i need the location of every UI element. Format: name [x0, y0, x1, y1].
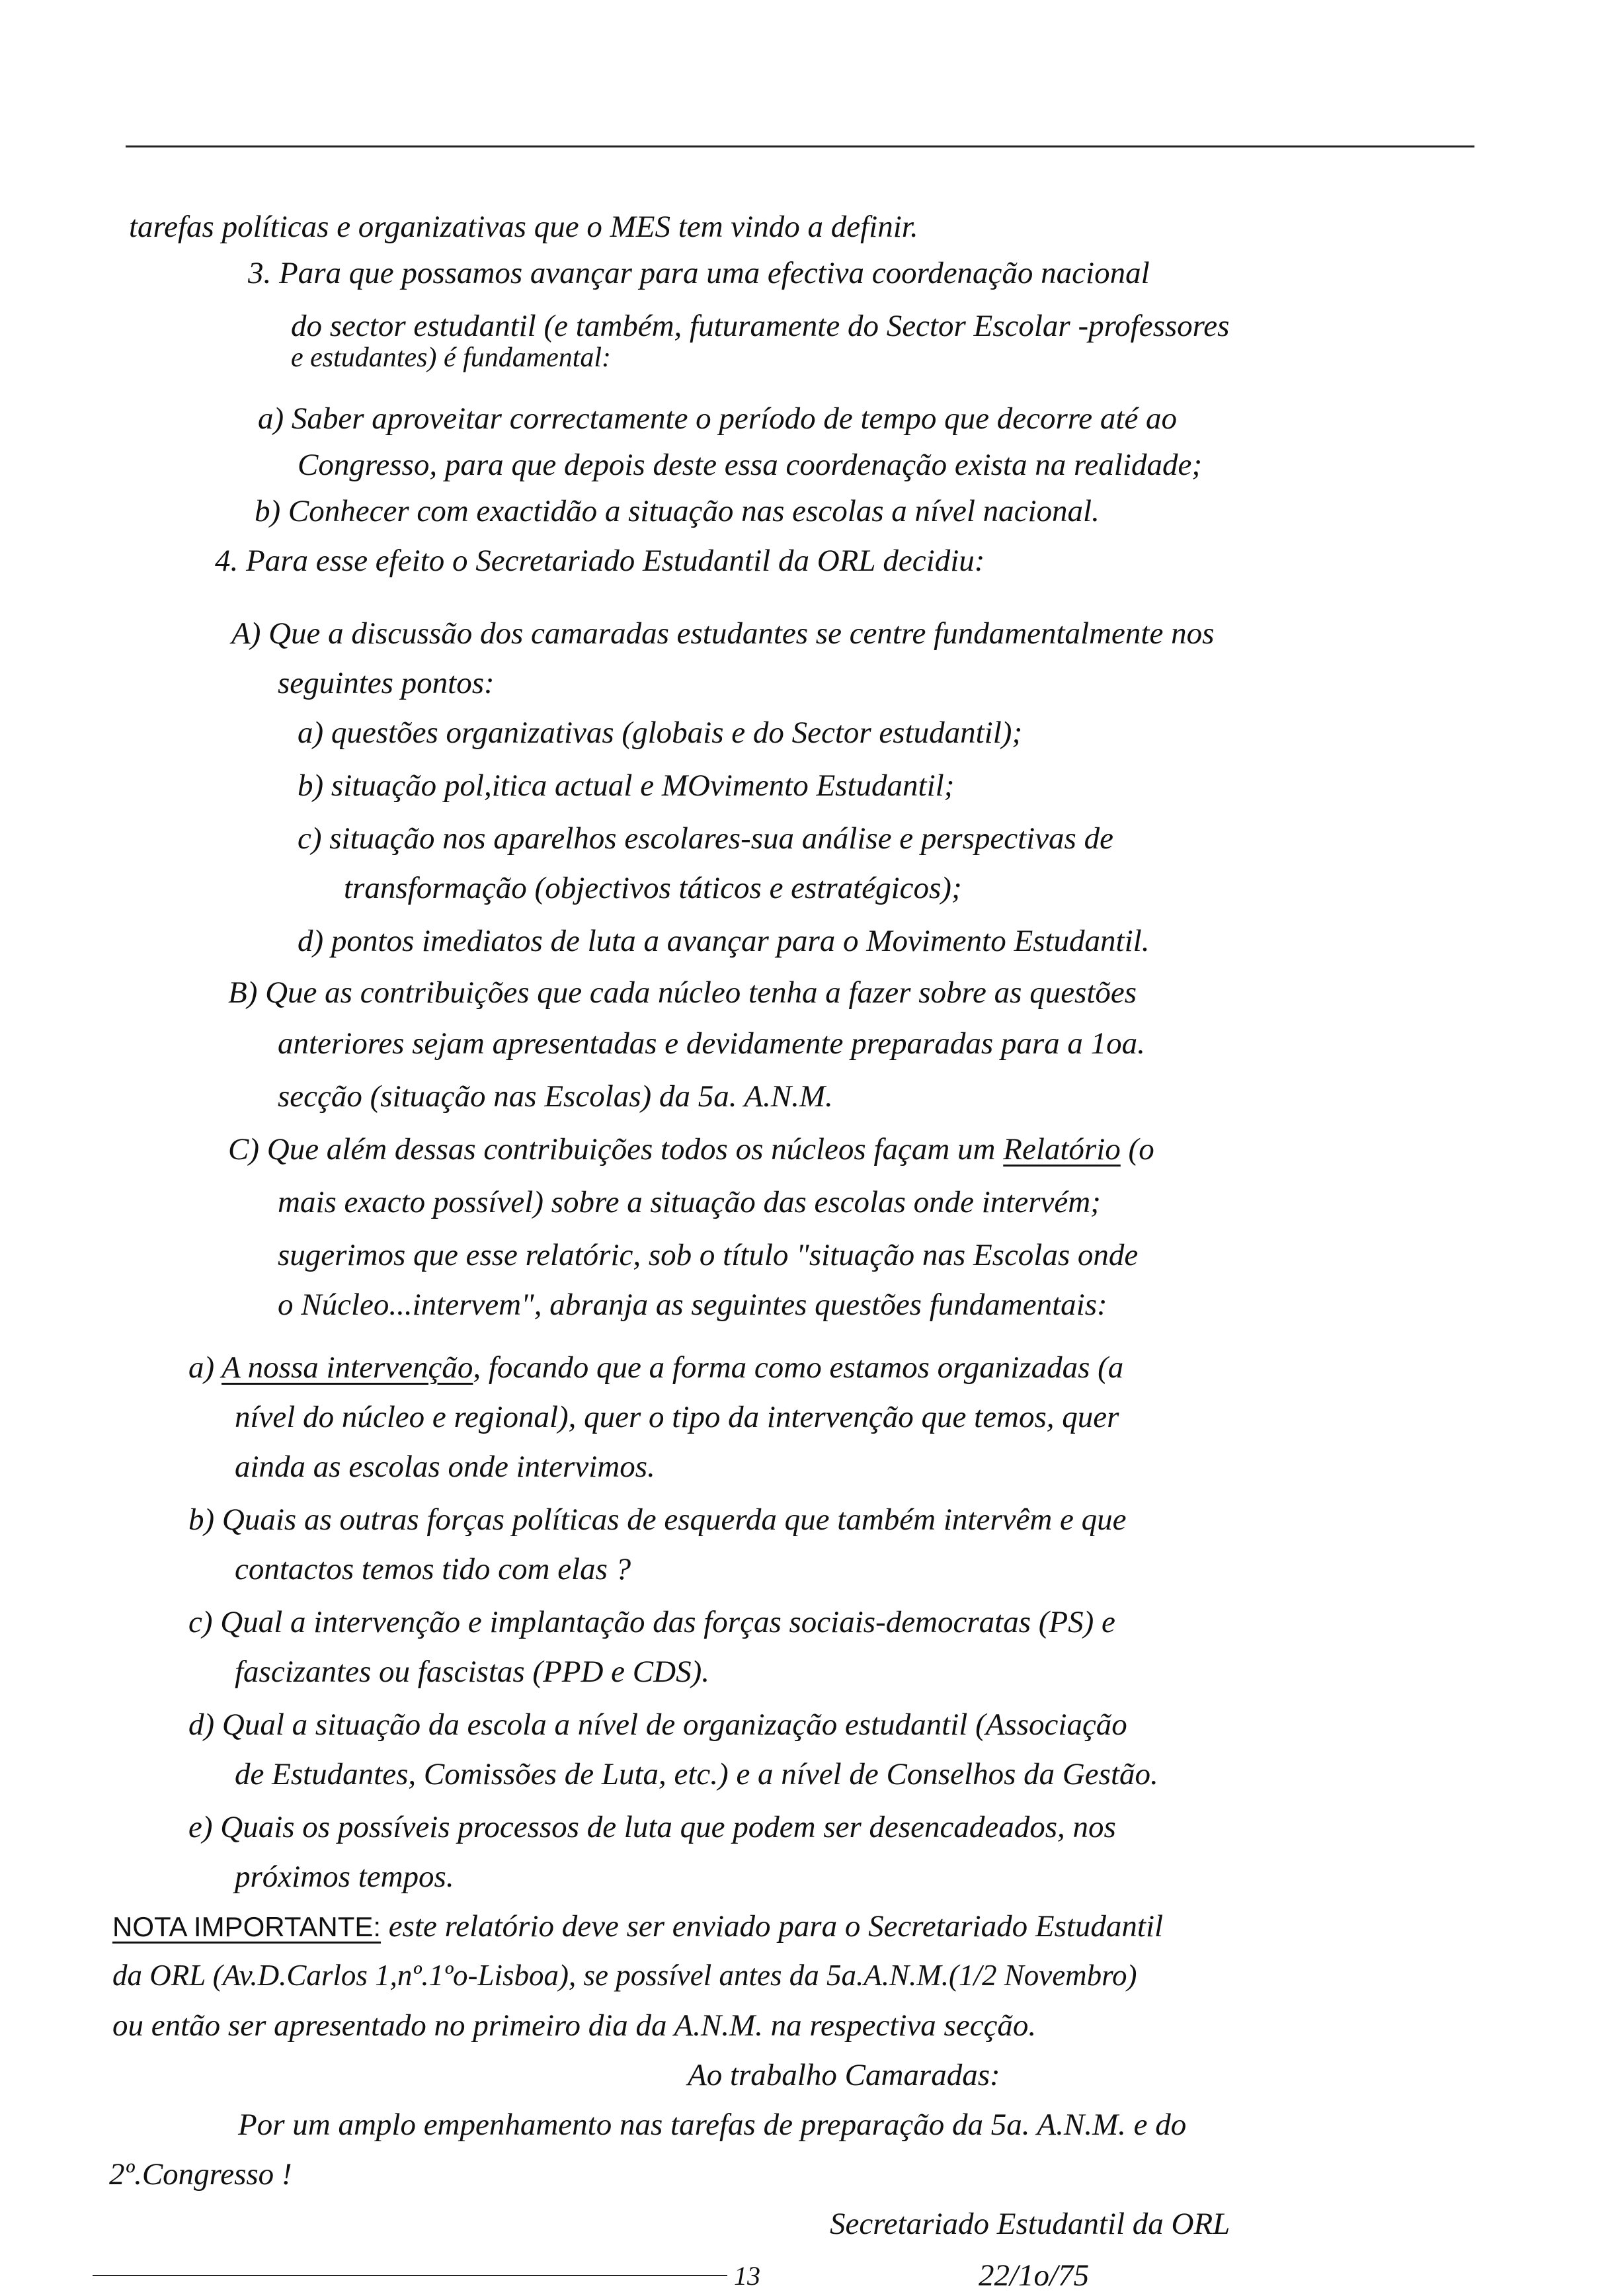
text-line: b) Quais as outras forças políticas de esquerda que também intervêm e que: [188, 1502, 1127, 1537]
text-line: a) questões organizativas (globais e do Sector estudantil);: [298, 716, 1023, 750]
text-line: d) Qual a situação da escola a nível de organização estudantil (Associação: [188, 1707, 1127, 1742]
bottom-rule-left: [93, 2275, 727, 2276]
text-line: de Estudantes, Comissões de Luta, etc.) e a nível de Conselhos da Gestão.: [235, 1757, 1158, 1791]
text-line: 2º.Congresso !: [109, 2157, 292, 2192]
text-line: c) Qual a intervenção e implantação das forças sociais-democratas (PS) e: [188, 1605, 1115, 1639]
text-line: da ORL (Av.D.Carlos 1,nº.1ºo-Lisboa), se possível antes da 5a.A.N.M.(1/2 Novembro): [112, 1959, 1137, 1992]
text-line: Congresso, para que depois deste essa coordenação exista na realidade;: [298, 448, 1203, 482]
text-line: a) A nossa intervenção, focando que a forma como estamos organizadas (a: [188, 1350, 1124, 1385]
text-line: ainda as escolas onde intervimos.: [235, 1450, 655, 1484]
text-line: seguintes pontos:: [278, 666, 495, 700]
text-line: B) Que as contribuições que cada núcleo tenha a fazer sobre as questões: [228, 975, 1137, 1010]
text-line: sugerimos que esse relatóric, sob o título "situação nas Escolas onde: [278, 1238, 1139, 1272]
date: 22/1o/75: [979, 2258, 1090, 2293]
text-line: e estudantes) é fundamental:: [291, 343, 612, 373]
text-line: anteriores sejam apresentadas e devidamente preparadas para a 1oa.: [278, 1026, 1145, 1061]
underlined-text: Relatório: [1003, 1132, 1121, 1167]
note-heading: NOTA IMPORTANTE:: [112, 1911, 382, 1942]
text-line: Ao trabalho Camaradas:: [688, 2058, 1000, 2092]
top-rule: [126, 145, 1474, 147]
text-line: ou então ser apresentado no primeiro dia da A.N.M. na respectiva secção.: [112, 2008, 1037, 2043]
signature: Secretariado Estudantil da ORL: [830, 2207, 1230, 2241]
text-line: 4. Para esse efeito o Secretariado Estudantil da ORL decidiu:: [215, 544, 985, 578]
text-line: secção (situação nas Escolas) da 5a. A.N.M.: [278, 1079, 833, 1114]
text-line: NOTA IMPORTANTE: este relatório deve ser enviado para o Secretariado Estudantil: [112, 1909, 1164, 1944]
text-line: A) Que a discussão dos camaradas estudantes se centre fundamentalmente nos: [231, 616, 1215, 651]
text-line: c) situação nos aparelhos escolares-sua análise e perspectivas de: [298, 821, 1113, 856]
underlined-text: A nossa intervenção: [221, 1350, 473, 1385]
page-number: 13: [734, 2261, 760, 2291]
text-line: transformação (objectivos táticos e estratégicos);: [344, 871, 962, 905]
text-line: b) Conhecer com exactidão a situação nas escolas a nível nacional.: [255, 494, 1100, 528]
text-line: a) Saber aproveitar correctamente o período de tempo que decorre até ao: [258, 401, 1178, 436]
text-line: contactos temos tido com elas ?: [235, 1552, 631, 1586]
text-line: e) Quais os possíveis processos de luta que podem ser desencadeados, nos: [188, 1810, 1116, 1844]
text-line: 3. Para que possamos avançar para uma efectiva coordenação nacional: [248, 256, 1150, 290]
text-line: tarefas políticas e organizativas que o MES tem vindo a definir.: [129, 210, 918, 244]
text-line: d) pontos imediatos de luta a avançar para o Movimento Estudantil.: [298, 924, 1150, 958]
text-line: nível do núcleo e regional), quer o tipo da intervenção que temos, quer: [235, 1400, 1119, 1434]
text-line: o Núcleo...intervem", abranja as seguintes questões fundamentais:: [278, 1288, 1107, 1322]
text-line: C) Que além dessas contribuições todos os núcleos façam um Relatório (o: [228, 1132, 1154, 1167]
text-line: do sector estudantil (e também, futuramente do Sector Escolar -professores: [291, 309, 1230, 343]
text-line: próximos tempos.: [235, 1860, 454, 1894]
text-line: mais exacto possível) sobre a situação das escolas onde intervém;: [278, 1185, 1101, 1219]
text-line: fascizantes ou fascistas (PPD e CDS).: [235, 1655, 709, 1689]
text-line: b) situação pol,itica actual e MOvimento Estudantil;: [298, 768, 955, 803]
text-line: Por um amplo empenhamento nas tarefas de preparação da 5a. A.N.M. e do: [238, 2108, 1187, 2142]
